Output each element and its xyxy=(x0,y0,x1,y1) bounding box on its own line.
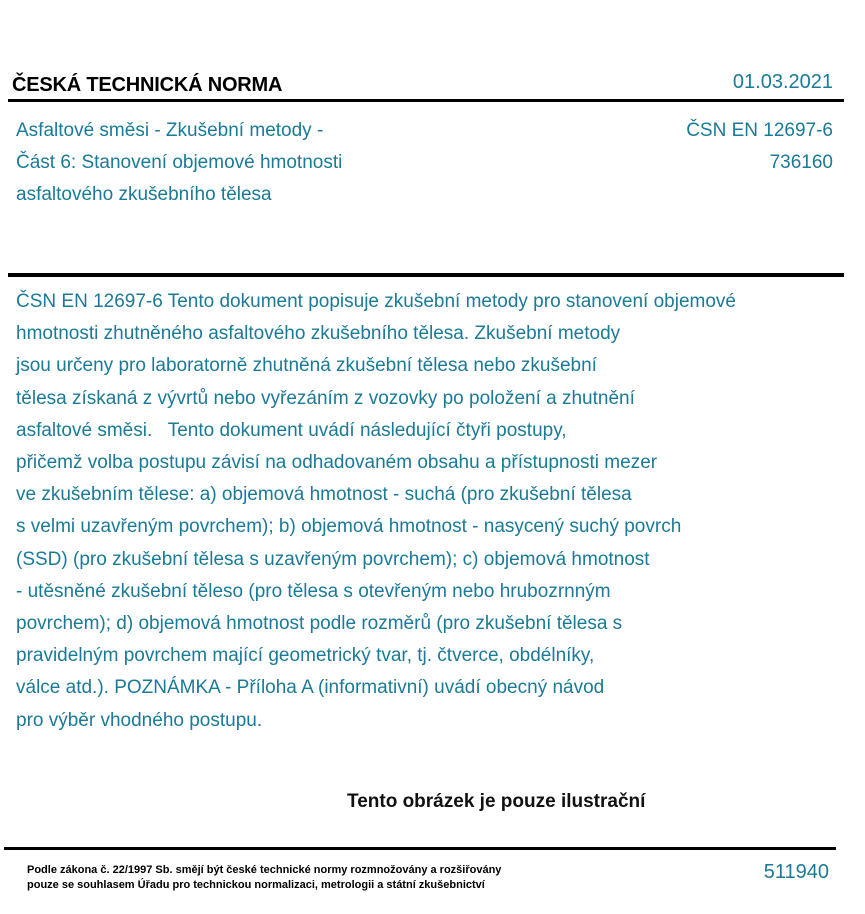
abstract-line: ve zkušebním tělese: a) objemová hmotnost - suchá (pro zkušební tělesa xyxy=(16,484,632,506)
abstract-line: přičemž volba postupu závisí na odhadovaném obsahu a přístupnosti mezer xyxy=(16,452,658,474)
catalog-number: 511940 xyxy=(763,861,829,883)
standard-type-heading: ČESKÁ TECHNICKÁ NORMA xyxy=(12,74,283,96)
abstract-line: ČSN EN 12697-6 Tento dokument popisuje zkušební metody pro stanovení objemové xyxy=(16,291,736,312)
document-title-line: Část 6: Stanovení objemové hmotnosti xyxy=(16,152,343,173)
document-title xyxy=(16,115,466,211)
abstract-line: - utěsněné zkušební těleso (pro tělesa s otevřeným nebo hrubozrnným xyxy=(16,580,611,602)
bottom-divider xyxy=(4,847,836,850)
abstract-line: (SSD) (pro zkušební tělesa s uzavřeným povrchem); c) objemová hmotnost xyxy=(16,548,650,570)
abstract-line: válce atd.). POZNÁMKA - Příloha A (informativní) uvádí obecný návod xyxy=(16,677,605,699)
abstract-text xyxy=(16,286,846,737)
abstract-line: s velmi uzavřeným povrchem); b) objemová hmotnost - nasycený suchý povrch xyxy=(16,516,682,538)
abstract-line: tělesa získaná z vývrtů nebo vyřezáním z vozovky po položení a zhutnění xyxy=(16,387,635,409)
publication-date: 01.03.2021 xyxy=(732,71,833,93)
abstract-line: hmotnosti zhutněného asfaltového zkušebního tělesa. Zkušební metody xyxy=(16,323,621,345)
legal-notice-line: pouze se souhlasem Úřadu pro technickou normalizaci, metrologii a státní zkušebnictví xyxy=(27,879,485,891)
top-divider xyxy=(8,99,844,102)
legal-notice xyxy=(27,863,501,893)
document-title-line: Asfaltové směsi - Zkušební metody - xyxy=(16,120,324,141)
legal-notice-line: Podle zákona č. 22/1997 Sb. smějí být české technické normy rozmnožovány a rozšiřovány xyxy=(27,864,502,876)
abstract-line: asfaltové směsi. Tento dokument uvádí následující čtyři postupy, xyxy=(16,419,567,441)
abstract-line: povrchem); d) objemová hmotnost podle rozměrů (pro zkušební tělesa s xyxy=(16,613,623,635)
middle-divider xyxy=(8,273,844,277)
document-identifiers xyxy=(686,115,833,179)
standard-number: ČSN EN 12697-6 xyxy=(686,120,833,141)
abstract-line: pro výběr vhodného postupu. xyxy=(16,709,263,731)
document-title-line: asfaltového zkušebního tělesa xyxy=(16,184,272,205)
abstract-line: jsou určeny pro laboratorně zhutněná zkušební tělesa nebo zkušební xyxy=(16,355,597,377)
abstract-line: pravidelným povrchem mající geometrický tvar, tj. čtverce, obdélníky, xyxy=(16,645,595,667)
classification-code: 736160 xyxy=(769,152,833,173)
illustration-disclaimer: Tento obrázek je pouze ilustrační xyxy=(347,791,646,812)
